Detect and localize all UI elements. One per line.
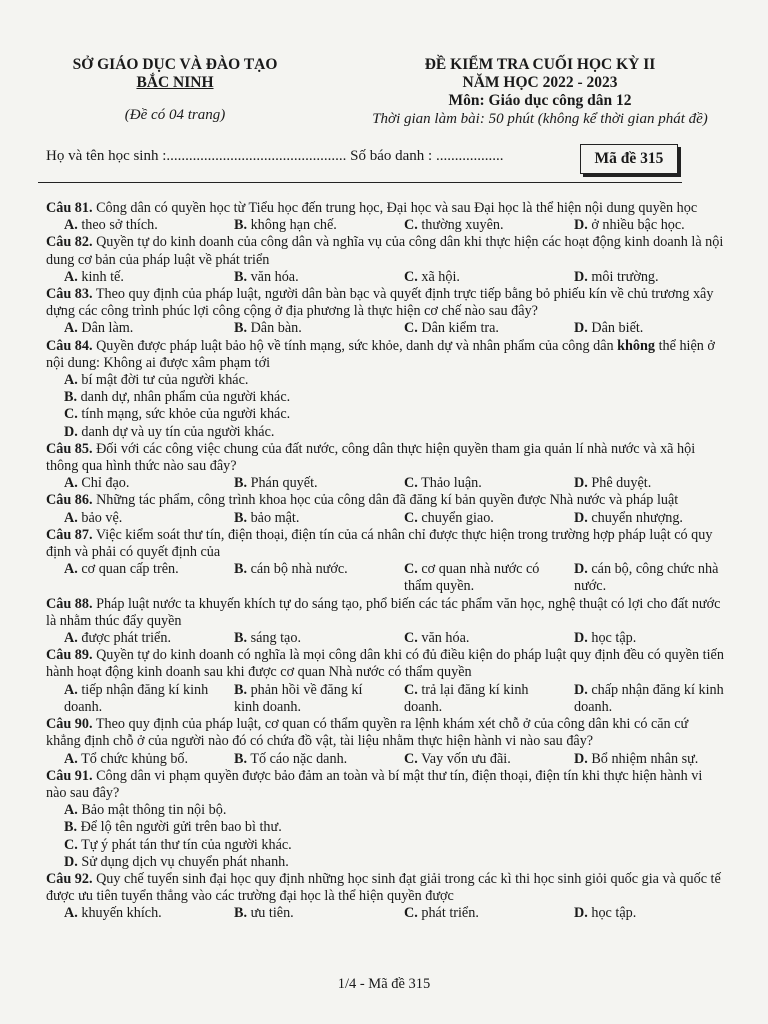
answer-options — [46, 217, 726, 234]
question-text: Việc kiểm soát thư tín, điện thoại, điện tín của cá nhân chỉ được thực hiện trong trường hợp pháp luật có quy định và phải có quyết định của — [46, 526, 713, 561]
question-number: Câu 85. — [46, 440, 93, 457]
option-text: Thảo luận. — [421, 475, 482, 492]
option-text: văn hóa. — [250, 268, 299, 285]
option-text: Để lộ tên người gửi trên bao bì thư. — [80, 819, 282, 836]
option-letter: B. — [234, 630, 248, 647]
option-letter: C. — [404, 750, 418, 767]
option-text: tiếp nhận đăng kí kinh doanh. — [64, 681, 209, 715]
answer-options — [46, 630, 726, 647]
option-text: sáng tạo. — [250, 630, 301, 647]
answer-options — [46, 561, 726, 595]
option-text: văn hóa. — [421, 630, 470, 647]
question-number: Câu 88. — [46, 595, 93, 612]
answer-option — [386, 320, 556, 337]
question-number: Câu 83. — [46, 286, 93, 303]
answer-option — [386, 630, 556, 647]
option-letter: D. — [574, 320, 588, 337]
question-text: Đối với các công việc chung của đất nước, công dân thực hiện quyền tham gia quản lí nhà nước và xã hội thông qua hình thức nào sau đây? — [46, 440, 696, 475]
question-text: Quyền tự do kinh doanh có nghĩa là mọi công dân khi có đủ điều kiện do pháp luật quy định đều có quyền tiến hành hoạt động kinh doanh sau khi được cơ quan Nhà nước có thẩm quyền — [46, 647, 724, 681]
option-letter: A. — [64, 905, 78, 922]
option-text: bảo mật. — [250, 509, 300, 526]
option-text: Bổ nhiệm nhân sự. — [591, 750, 699, 767]
option-letter: A. — [64, 320, 78, 337]
question-text: Theo quy định của pháp luật, cơ quan có thẩm quyền ra lệnh khám xét chỗ ở của công dân khi có căn cứ khẳng định chỗ ở của người nào đó có chứa đồ vật, tài liệu nhằm thực hiện hành vi nào sau đây? — [46, 716, 689, 750]
option-letter: D. — [574, 509, 588, 526]
option-letter: A. — [64, 750, 78, 767]
option-text: theo sở thích. — [81, 217, 158, 234]
answer-option — [386, 510, 556, 527]
option-text: Chỉ đạo. — [81, 475, 130, 492]
option-letter: B. — [234, 475, 248, 492]
question-text: Công dân có quyền học từ Tiểu học đến trung học, Đại học và sau Đại học là thể hiện nội dung quyền học — [96, 200, 698, 216]
answer-option — [556, 751, 726, 768]
option-letter: A. — [64, 475, 78, 492]
option-text: danh dự và uy tín của người khác. — [81, 423, 275, 440]
answer-option — [386, 269, 556, 286]
answer-option — [46, 475, 216, 492]
option-letter: D. — [64, 423, 78, 440]
option-letter: C. — [64, 836, 78, 853]
answer-option — [46, 802, 726, 819]
option-text: Tổ chức khủng bố. — [81, 750, 189, 767]
answer-option — [556, 905, 726, 922]
question-number: Câu 86. — [46, 492, 93, 509]
option-letter: D. — [574, 750, 588, 767]
answer-option — [556, 217, 726, 234]
option-text: khuyến khích. — [81, 905, 162, 922]
question-text: Theo quy định của pháp luật, người dân bàn bạc và quyết định trực tiếp bằng bỏ phiếu kín về chủ trương xây dựng các công trình phúc lợi công cộng ở địa phương là thực hiện cơ chế nào sau đây? — [46, 286, 714, 320]
option-letter: C. — [404, 320, 418, 337]
option-letter: D. — [574, 905, 588, 922]
question-4 — [46, 338, 726, 372]
question-keyword: không — [617, 337, 656, 354]
option-letter: B. — [234, 561, 248, 578]
answer-option — [46, 510, 216, 527]
answer-option — [216, 561, 386, 595]
option-text: học tập. — [591, 905, 637, 922]
option-letter: D. — [574, 268, 588, 285]
option-text: ưu tiên. — [250, 905, 294, 922]
option-text: xã hội. — [421, 268, 460, 285]
option-letter: B. — [234, 217, 248, 234]
option-letter: C. — [404, 681, 418, 698]
option-text: bí mật đời tư của người khác. — [81, 372, 249, 389]
option-letter: D. — [574, 681, 588, 698]
answer-option — [46, 905, 216, 922]
option-letter: A. — [64, 630, 78, 647]
option-text: Dân biết. — [591, 320, 644, 337]
option-text: môi trường. — [591, 268, 659, 285]
option-text: Sử dụng dịch vụ chuyển phát nhanh. — [81, 853, 289, 870]
option-text: phản hồi về đăng kí kinh doanh. — [234, 681, 363, 715]
answer-option — [216, 630, 386, 647]
option-text: bảo vệ. — [81, 509, 123, 526]
option-letter: B. — [234, 750, 248, 767]
question-7 — [46, 527, 726, 561]
option-letter: D. — [574, 475, 588, 492]
question-1 — [46, 200, 726, 217]
option-letter: C. — [404, 475, 418, 492]
question-list — [46, 200, 726, 923]
answer-option — [216, 682, 386, 716]
answer-options — [46, 475, 726, 492]
answer-option — [46, 682, 216, 716]
option-letter: D. — [574, 561, 588, 578]
question-10 — [46, 716, 726, 750]
option-letter: A. — [64, 217, 78, 234]
option-letter: D. — [64, 853, 78, 870]
question-text: Quyền tự do kinh doanh của công dân và nghĩa vụ của công dân khi thực hiện các hoạt động kinh doanh là nội dung cơ bản của pháp luật về phát triển — [46, 234, 724, 268]
option-text: Dân làm. — [81, 320, 134, 337]
option-letter: A. — [64, 268, 78, 285]
option-text: Vay vốn ưu đãi. — [421, 750, 511, 767]
answer-option — [46, 630, 216, 647]
question-11 — [46, 768, 726, 802]
school-year: NĂM HỌC 2022 - 2023 — [462, 74, 618, 91]
question-text-cont: thể hiện ở nội dung: Không ai được xâm phạm tới — [46, 337, 715, 371]
question-5 — [46, 441, 726, 475]
question-text: Pháp luật nước ta khuyến khích tự do sáng tạo, phổ biến các tác phẩm văn học, nghệ thuật có lợi cho đất nước là nhằm thúc đẩy quyền — [46, 595, 721, 629]
question-8 — [46, 596, 726, 630]
option-text: học tập. — [591, 630, 637, 647]
option-letter: D. — [574, 630, 588, 647]
option-text: Tự ý phát tán thư tín của người khác. — [81, 836, 292, 853]
student-info-line: Họ và tên học sinh :................................................ Số báo danh : .................. — [46, 148, 504, 164]
page-footer: 1/4 - Mã đề 315 — [337, 976, 431, 992]
option-text: Phê duyệt. — [591, 475, 652, 492]
option-text: thường xuyên. — [421, 217, 504, 234]
question-2 — [46, 234, 726, 268]
question-number: Câu 84. — [46, 337, 93, 354]
option-text: chuyển nhượng. — [591, 509, 683, 526]
option-text: cơ quan nhà nước có thẩm quyền. — [404, 561, 540, 595]
option-text: Dân kiểm tra. — [421, 320, 499, 337]
answer-option — [386, 905, 556, 922]
subject-name: Môn: Giáo dục công dân 12 — [448, 92, 632, 109]
question-text: Quy chế tuyển sinh đại học quy định những học sinh đạt giải trong các kì thi học sinh giỏi quốc gia và quốc tế được ưu tiên tuyển thẳng vào các trường đại học là thể hiện quyền được — [46, 870, 721, 905]
option-text: cán bộ, công chức nhà nước. — [574, 561, 719, 595]
answer-option — [216, 269, 386, 286]
option-letter: C. — [404, 561, 418, 578]
question-text: Công dân vi phạm quyền được bảo đảm an toàn và bí mật thư tín, điện thoại, điện tín khi thực hiện hành vi nào sau đây? — [46, 767, 703, 801]
answer-options — [46, 510, 726, 527]
option-letter: A. — [64, 561, 78, 578]
answer-options — [46, 372, 726, 441]
option-letter: A. — [64, 509, 78, 526]
answer-option — [46, 561, 216, 595]
answer-option — [386, 751, 556, 768]
header-divider — [38, 182, 682, 183]
answer-options — [46, 682, 726, 716]
option-text: được phát triển. — [81, 630, 171, 647]
answer-options — [46, 751, 726, 768]
question-12 — [46, 871, 726, 905]
option-text: ở nhiều bậc học. — [591, 217, 685, 234]
answer-option — [216, 320, 386, 337]
answer-option — [556, 561, 726, 595]
option-text: tính mạng, sức khỏe của người khác. — [81, 406, 291, 423]
answer-option — [216, 751, 386, 768]
answer-option — [216, 217, 386, 234]
option-text: Phán quyết. — [250, 475, 318, 492]
option-letter: C. — [404, 268, 418, 285]
question-number: Câu 82. — [46, 234, 93, 251]
answer-option — [386, 682, 556, 716]
option-letter: A. — [64, 802, 78, 819]
option-text: phát triển. — [421, 905, 479, 922]
answer-option — [556, 475, 726, 492]
answer-option — [46, 854, 726, 871]
option-letter: B. — [234, 320, 248, 337]
option-letter: B. — [234, 509, 248, 526]
option-text: không hạn chế. — [250, 217, 337, 234]
option-letter: C. — [64, 406, 78, 423]
option-text: chấp nhận đăng kí kinh doanh. — [574, 681, 724, 715]
question-number: Câu 89. — [46, 647, 93, 664]
answer-option — [46, 320, 216, 337]
question-6 — [46, 492, 726, 509]
exam-header — [330, 56, 750, 128]
answer-option — [386, 561, 556, 595]
option-text: kinh tế. — [81, 268, 124, 285]
answer-option — [46, 406, 726, 423]
option-text: Bảo mật thông tin nội bộ. — [81, 802, 227, 819]
answer-option — [556, 510, 726, 527]
question-text: Những tác phẩm, công trình khoa học của công dân đã đăng kí bản quyền được Nhà nước và pháp luật — [96, 492, 679, 509]
time-limit: Thời gian làm bài: 50 phút (không kể thời gian phát đề) — [372, 111, 708, 127]
answer-option — [46, 217, 216, 234]
answer-option — [386, 217, 556, 234]
option-letter: A. — [64, 372, 78, 389]
option-letter: C. — [404, 217, 418, 234]
answer-options — [46, 802, 726, 871]
option-text: cơ quan cấp trên. — [81, 561, 179, 578]
option-letter: C. — [404, 509, 418, 526]
province-name: BẮC NINH — [136, 74, 214, 91]
option-letter: B. — [234, 681, 248, 698]
question-text: Quyền được pháp luật bảo hộ về tính mạng, sức khỏe, danh dự và nhân phẩm của công dân — [96, 337, 614, 354]
option-letter: B. — [234, 905, 248, 922]
exam-title: ĐỀ KIỂM TRA CUỐI HỌC KỲ II — [424, 56, 656, 73]
exam-code-box: Mã đề 315 — [580, 144, 678, 174]
answer-option — [556, 630, 726, 647]
option-letter: B. — [64, 389, 78, 406]
option-letter: D. — [574, 217, 588, 234]
answer-option — [386, 475, 556, 492]
option-text: trả lại đăng kí kinh doanh. — [404, 681, 529, 715]
answer-option — [46, 424, 726, 441]
option-letter: A. — [64, 681, 78, 698]
answer-option — [46, 269, 216, 286]
question-number: Câu 87. — [46, 526, 93, 543]
answer-option — [216, 475, 386, 492]
answer-option — [46, 389, 726, 406]
answer-options — [46, 269, 726, 286]
question-number: Câu 92. — [46, 870, 93, 887]
question-number: Câu 91. — [46, 767, 93, 784]
answer-options — [46, 905, 726, 922]
answer-option — [556, 682, 726, 716]
answer-option — [556, 320, 726, 337]
question-3 — [46, 286, 726, 320]
option-letter: B. — [64, 819, 78, 836]
department-name: SỞ GIÁO DỤC VÀ ĐÀO TẠO — [72, 56, 278, 73]
answer-options — [46, 320, 726, 337]
option-text: Dân bàn. — [250, 320, 302, 337]
answer-option — [46, 819, 726, 836]
option-letter: C. — [404, 905, 418, 922]
option-text: Tố cáo nặc danh. — [250, 750, 348, 767]
question-number: Câu 81. — [46, 200, 93, 216]
answer-option — [216, 510, 386, 527]
school-header — [40, 56, 310, 124]
answer-option — [216, 905, 386, 922]
option-letter: C. — [404, 630, 418, 647]
page-count-note: (Đề có 04 trang) — [124, 107, 226, 123]
question-9 — [46, 647, 726, 681]
question-number: Câu 90. — [46, 716, 93, 733]
answer-option — [46, 837, 726, 854]
answer-option — [556, 269, 726, 286]
answer-option — [46, 751, 216, 768]
option-text: chuyển giao. — [421, 509, 494, 526]
option-letter: B. — [234, 268, 248, 285]
option-text: danh dự, nhân phẩm của người khác. — [80, 389, 291, 406]
option-text: cán bộ nhà nước. — [250, 561, 348, 578]
answer-option — [46, 372, 726, 389]
